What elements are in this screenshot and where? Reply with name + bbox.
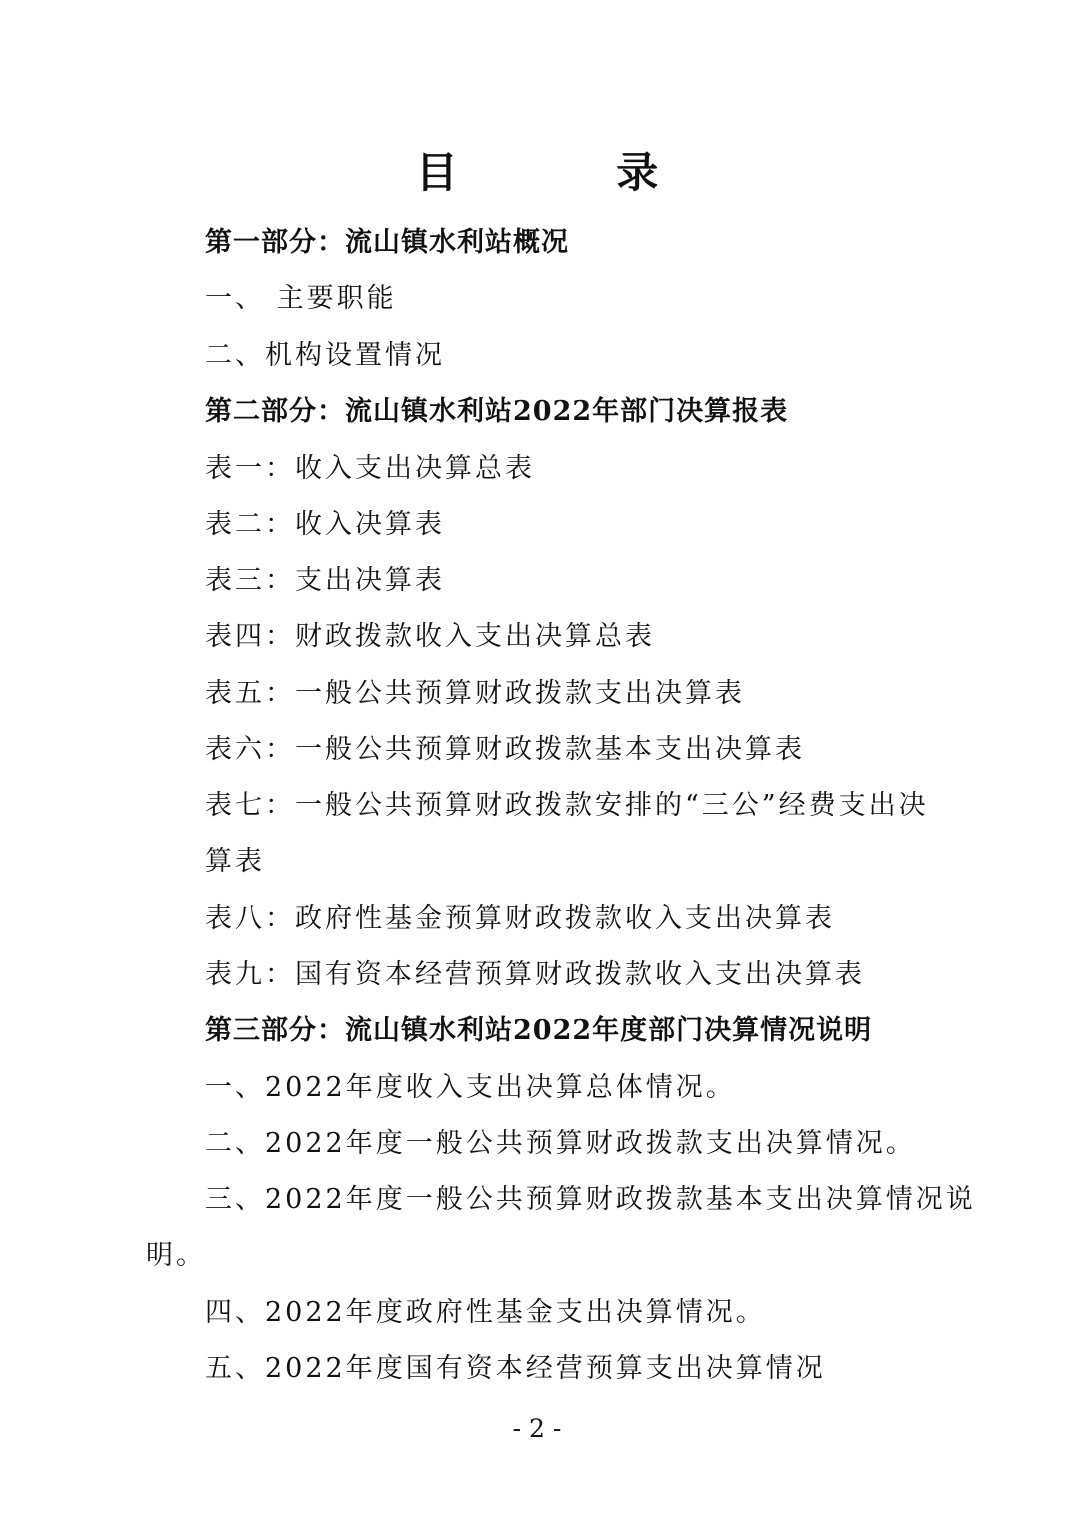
page-number: - 2 - [512, 1414, 562, 1443]
toc-part-three: 第三部分：流山镇水利站2022年度部门决算情况说明 [205, 1015, 873, 1046]
toc-section-one: 一、2022年度收入支出决算总体情况。 [205, 1072, 736, 1103]
toc-table-one: 表一：收入支出决算总表 [205, 453, 535, 484]
toc-table-seven-continued: 算表 [205, 846, 265, 877]
toc-section-three-continued: 明。 [146, 1240, 206, 1271]
toc-table-nine: 表九：国有资本经营预算财政拨款收入支出决算表 [205, 959, 865, 990]
toc-part-two: 第二部分：流山镇水利站2022年部门决算报表 [205, 396, 789, 427]
toc-table-seven: 表七：一般公共预算财政拨款安排的“三公”经费支出决 [205, 790, 929, 821]
toc-item-organization: 二、机构设置情况 [205, 340, 445, 371]
toc-part-one: 第一部分：流山镇水利站概况 [205, 227, 569, 258]
toc-item-main-functions: 一、 主要职能 [205, 283, 397, 314]
toc-table-six: 表六：一般公共预算财政拨款基本支出决算表 [205, 734, 805, 765]
toc-section-four: 四、2022年度政府性基金支出决算情况。 [205, 1297, 766, 1328]
toc-table-three: 表三：支出决算表 [205, 565, 445, 596]
toc-table-five: 表五：一般公共预算财政拨款支出决算表 [205, 678, 745, 709]
toc-table-two: 表二：收入决算表 [205, 509, 445, 540]
page-title: 目 录 [415, 148, 731, 197]
toc-table-eight: 表八：政府性基金预算财政拨款收入支出决算表 [205, 903, 835, 934]
toc-table-four: 表四：财政拨款收入支出决算总表 [205, 621, 655, 652]
toc-section-two: 二、2022年度一般公共预算财政拨款支出决算情况。 [205, 1128, 916, 1159]
toc-section-three: 三、2022年度一般公共预算财政拨款基本支出决算情况说 [205, 1184, 976, 1215]
toc-section-five: 五、2022年度国有资本经营预算支出决算情况 [205, 1353, 826, 1384]
